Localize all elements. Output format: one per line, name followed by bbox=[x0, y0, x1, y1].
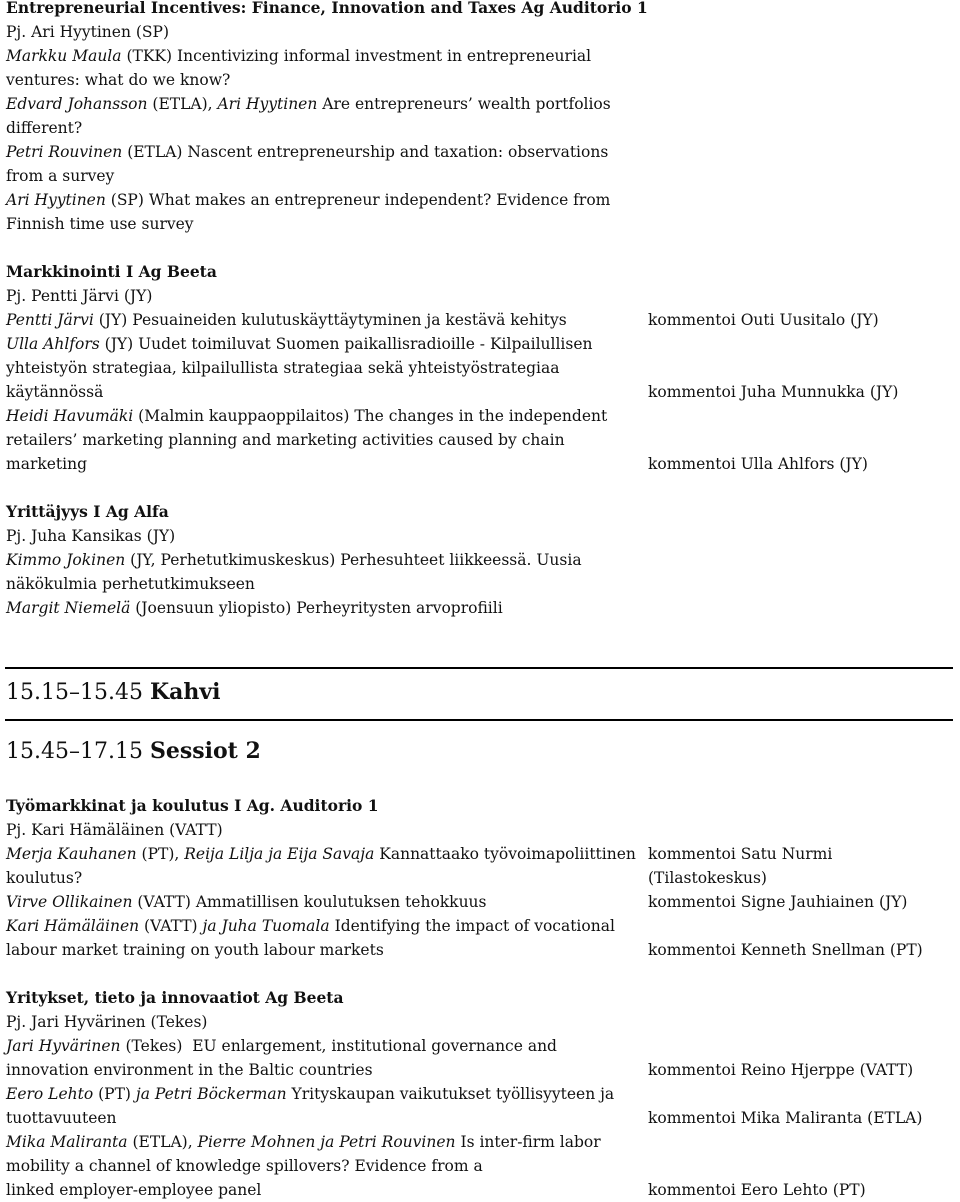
talk-author: Reija Lilja ja Eija Savaja bbox=[184, 845, 375, 863]
talk-author: ja Petri Böckerman bbox=[135, 1085, 287, 1103]
talk-text: (JY, Perhetutkimuskeskus) Perhesuhteet liikkeessä. Uusia bbox=[125, 551, 582, 569]
heading-time: 15.15–15.45 bbox=[6, 680, 150, 705]
commentator: kommentoi Ulla Ahlfors (JY) bbox=[648, 455, 868, 473]
talk-line: different? bbox=[6, 119, 83, 137]
talk-line: Finnish time use survey bbox=[6, 215, 194, 233]
talk-text: Are entrepreneurs’ wealth portfolios bbox=[317, 95, 611, 113]
talk-line bbox=[6, 914, 615, 938]
talk-author: Virve Ollikainen bbox=[6, 893, 133, 911]
talk-text: (Joensuun yliopisto) Perheyritysten arvoprofiili bbox=[130, 599, 503, 617]
talk-text: Yrityskaupan vaikutukset työllisyyteen ja bbox=[286, 1085, 615, 1103]
talk-author: Heidi Havumäki bbox=[6, 407, 134, 425]
talk-author: Markku Maula bbox=[6, 47, 122, 65]
talk-affiliation: (ETLA), bbox=[127, 1133, 198, 1151]
talk-line bbox=[6, 596, 503, 620]
talk-affiliation: (ETLA), bbox=[147, 95, 218, 113]
session-title: Markkinointi I Ag Beeta bbox=[6, 262, 217, 281]
talk-line bbox=[6, 308, 567, 332]
talk-text: (JY) Uudet toimiluvat Suomen paikallisradioille - Kilpailullisen bbox=[99, 335, 593, 353]
horizontal-divider bbox=[5, 667, 953, 669]
talk-affiliation: (PT), bbox=[136, 845, 185, 863]
horizontal-divider bbox=[5, 719, 953, 721]
talk-line bbox=[6, 188, 610, 212]
talk-line bbox=[6, 140, 608, 164]
talk-text: (VATT) Ammatillisen koulutuksen tehokkuus bbox=[132, 893, 487, 911]
talk-author: Eero Lehto bbox=[6, 1085, 94, 1103]
session-chair: Pj. Juha Kansikas (JY) bbox=[6, 527, 176, 545]
talk-text: (Tekes) EU enlargement, institutional governance and bbox=[120, 1037, 557, 1055]
talk-text: Kannattaako työvoimapoliittinen bbox=[374, 845, 636, 863]
talk-line bbox=[6, 890, 487, 914]
talk-text: (Malmin kauppaoppilaitos) The changes in the independent bbox=[133, 407, 608, 425]
heading-title: Sessiot 2 bbox=[149, 738, 261, 764]
talk-author: Pentti Järvi bbox=[6, 311, 94, 329]
commentator: kommentoi Mika Maliranta (ETLA) bbox=[648, 1109, 923, 1127]
session-title: Entrepreneurial Incentives: Finance, Innovation and Taxes Ag Auditorio 1 bbox=[6, 0, 648, 17]
commentator: kommentoi Reino Hjerppe (VATT) bbox=[648, 1061, 914, 1079]
talk-text: Is inter-firm labor bbox=[455, 1133, 601, 1151]
session-chair: Pj. Pentti Järvi (JY) bbox=[6, 287, 153, 305]
talk-line: marketing bbox=[6, 455, 88, 473]
talk-line: tuottavuuteen bbox=[6, 1109, 117, 1127]
talk-line bbox=[6, 1082, 614, 1106]
schedule-heading-sessions bbox=[6, 736, 261, 767]
talk-author: Pierre Mohnen ja Petri Rouvinen bbox=[197, 1133, 456, 1151]
talk-line: from a survey bbox=[6, 167, 115, 185]
talk-author: Kari Hämäläinen bbox=[6, 917, 140, 935]
commentator: kommentoi Eero Lehto (PT) bbox=[648, 1181, 866, 1199]
talk-author: Ari Hyytinen bbox=[217, 95, 318, 113]
talk-line: ventures: what do we know? bbox=[6, 71, 231, 89]
session-chair: Pj. Ari Hyytinen (SP) bbox=[6, 23, 169, 41]
talk-text: (ETLA) Nascent entrepreneurship and taxation: observations bbox=[122, 143, 609, 161]
commentator: kommentoi Kenneth Snellman (PT) bbox=[648, 941, 923, 959]
talk-affiliation: (PT) bbox=[93, 1085, 136, 1103]
talk-author: Jari Hyvärinen bbox=[6, 1037, 121, 1055]
talk-line: innovation environment in the Baltic countries bbox=[6, 1061, 373, 1079]
talk-line: linked employer-employee panel bbox=[6, 1181, 262, 1199]
talk-line bbox=[6, 842, 636, 866]
session-chair: Pj. Kari Hämäläinen (VATT) bbox=[6, 821, 223, 839]
commentator: kommentoi Signe Jauhiainen (JY) bbox=[648, 893, 908, 911]
talk-line bbox=[6, 1034, 557, 1058]
commentator: kommentoi Outi Uusitalo (JY) bbox=[648, 311, 879, 329]
talk-text: (SP) What makes an entrepreneur independent? Evidence from bbox=[105, 191, 611, 209]
talk-line bbox=[6, 1130, 601, 1154]
talk-author: Ulla Ahlfors bbox=[6, 335, 100, 353]
talk-author: Edvard Johansson bbox=[6, 95, 148, 113]
talk-line: näkökulmia perhetutkimukseen bbox=[6, 575, 255, 593]
session-title: Yrittäjyys I Ag Alfa bbox=[6, 502, 169, 521]
talk-author: Kimmo Jokinen bbox=[6, 551, 126, 569]
talk-line: retailers’ marketing planning and marketing activities caused by chain bbox=[6, 431, 565, 449]
talk-author: Margit Niemelä bbox=[6, 599, 131, 617]
commentator: kommentoi Satu Nurmi bbox=[648, 845, 833, 863]
schedule-heading-break bbox=[6, 677, 220, 708]
talk-line bbox=[6, 44, 591, 68]
talk-line: labour market training on youth labour markets bbox=[6, 941, 384, 959]
talk-affiliation: (VATT) bbox=[139, 917, 203, 935]
talk-line bbox=[6, 548, 582, 572]
commentator-affiliation: (Tilastokeskus) bbox=[648, 869, 767, 887]
commentator: kommentoi Juha Munnukka (JY) bbox=[648, 383, 899, 401]
talk-text: Identifying the impact of vocational bbox=[329, 917, 615, 935]
talk-text: (TKK) Incentivizing informal investment in entrepreneurial bbox=[121, 47, 592, 65]
talk-author: Ari Hyytinen bbox=[6, 191, 106, 209]
talk-line: yhteistyön strategiaa, kilpailullista strategiaa sekä yhteistyöstrategiaa bbox=[6, 359, 560, 377]
talk-author: Petri Rouvinen bbox=[6, 143, 123, 161]
heading-title: Kahvi bbox=[149, 679, 221, 705]
talk-author: Mika Maliranta bbox=[6, 1133, 128, 1151]
talk-line bbox=[6, 92, 611, 116]
talk-line: mobility a channel of knowledge spillovers? Evidence from a bbox=[6, 1157, 483, 1175]
talk-line: käytännössä bbox=[6, 383, 104, 401]
talk-line: koulutus? bbox=[6, 869, 83, 887]
session-chair: Pj. Jari Hyvärinen (Tekes) bbox=[6, 1013, 208, 1031]
heading-time: 15.45–17.15 bbox=[6, 739, 150, 764]
talk-author: ja Juha Tuomala bbox=[202, 917, 330, 935]
session-title: Työmarkkinat ja koulutus I Ag. Auditorio 1 bbox=[6, 796, 379, 815]
talk-author: Merja Kauhanen bbox=[6, 845, 137, 863]
session-title: Yritykset, tieto ja innovaatiot Ag Beeta bbox=[6, 988, 344, 1007]
talk-text: (JY) Pesuaineiden kulutuskäyttäytyminen ja kestävä kehitys bbox=[93, 311, 567, 329]
talk-line bbox=[6, 404, 607, 428]
talk-line bbox=[6, 332, 593, 356]
